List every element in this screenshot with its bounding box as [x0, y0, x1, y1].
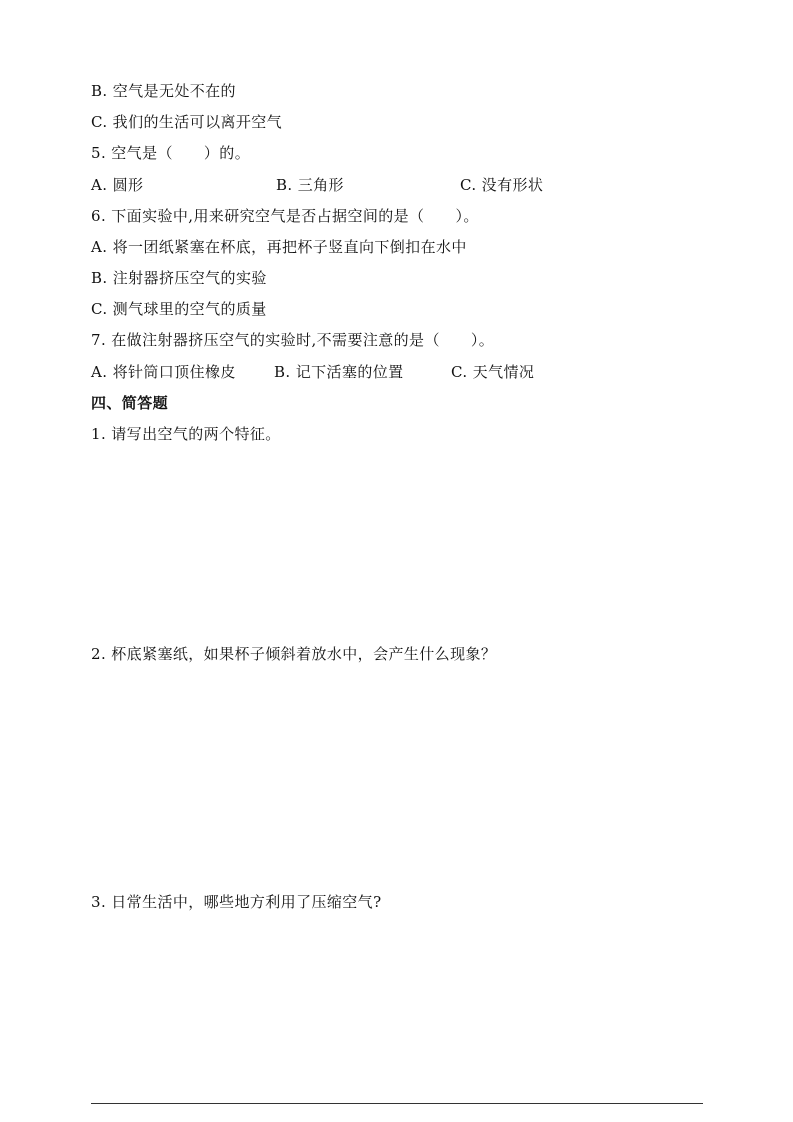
question-6-option-b: B. 注射器挤压空气的实验 [91, 269, 267, 287]
question-6-option-a: A. 将一团纸紧塞在杯底，再把杯子竖直向下倒扣在水中 [91, 238, 467, 256]
question-5-option-a: A. 圆形 [91, 176, 144, 194]
option-c-prev: C. 我们的生活可以离开空气 [91, 113, 283, 131]
short-answer-question-3: 3. 日常生活中，哪些地方利用了压缩空气? [91, 893, 382, 911]
question-5: 5. 空气是（ ）的。 [91, 144, 251, 162]
question-7-option-a: A. 将针筒口顶住橡皮 [91, 363, 236, 381]
question-6-option-c: C. 测气球里的空气的质量 [91, 300, 267, 318]
short-answer-question-1: 1. 请写出空气的两个特征。 [91, 425, 281, 443]
question-7-option-c: C. 天气情况 [451, 363, 535, 381]
short-answer-question-2: 2. 杯底紧塞纸，如果杯子倾斜着放水中，会产生什么现象？ [91, 645, 497, 663]
question-7-option-b: B. 记下活塞的位置 [274, 363, 404, 381]
question-5-option-c: C. 没有形状 [460, 176, 544, 194]
question-7: 7. 在做注射器挤压空气的实验时,不需要注意的是（ ）。 [91, 331, 495, 349]
question-6: 6. 下面实验中,用来研究空气是否占据空间的是（ ）。 [91, 207, 479, 225]
footer-rule [91, 1103, 703, 1104]
section-title: 四、简答题 [91, 394, 169, 412]
question-5-option-b: B. 三角形 [276, 176, 344, 194]
option-5b-prev: B. 空气是无处不在的 [91, 82, 236, 100]
